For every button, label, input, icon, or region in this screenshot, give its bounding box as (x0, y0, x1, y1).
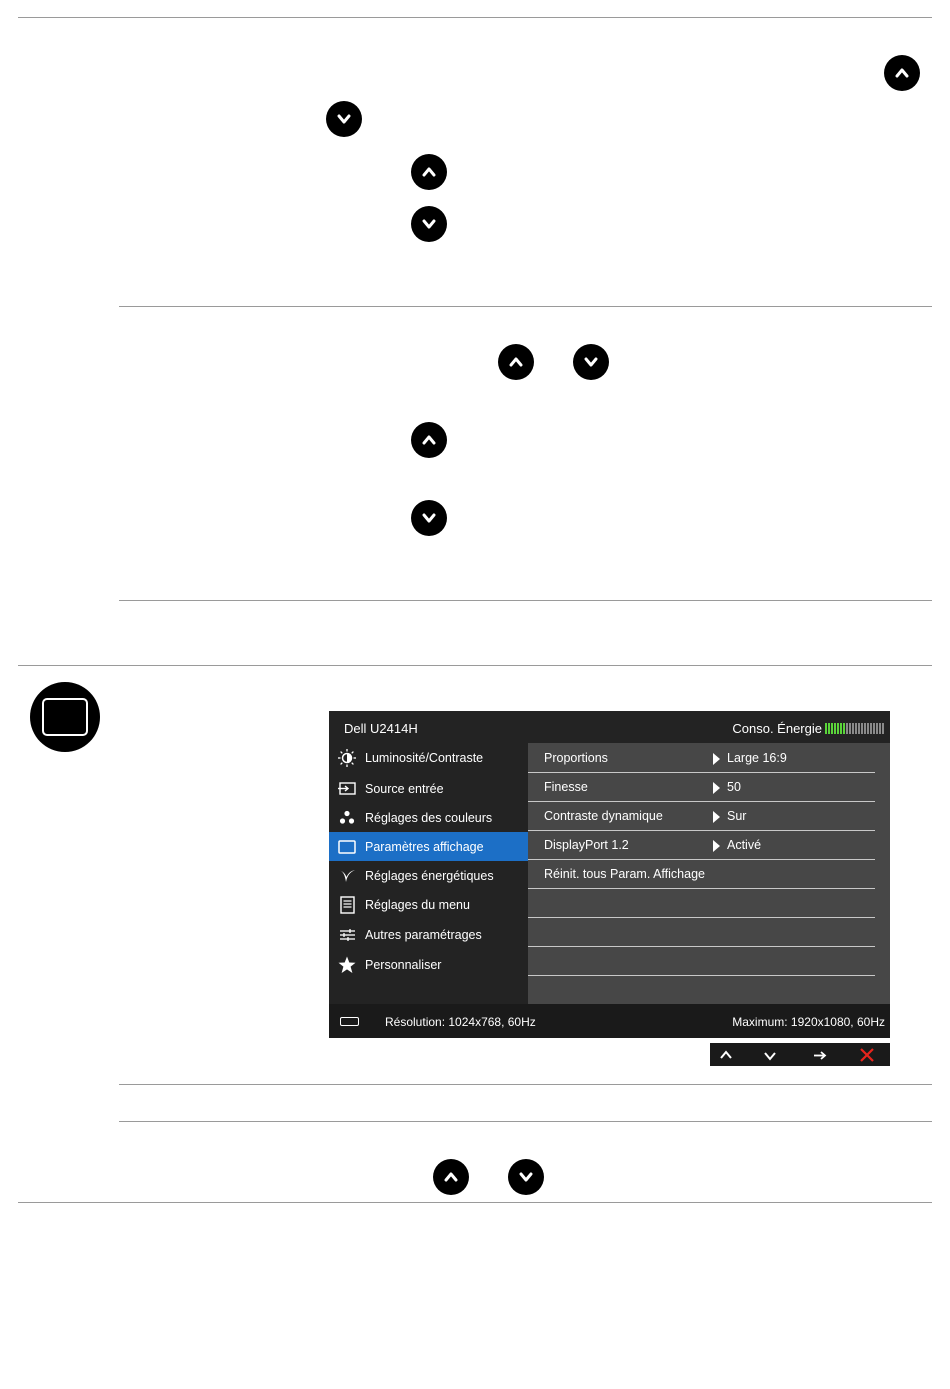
menu-item-menu-settings[interactable] (329, 890, 528, 919)
up-key-icon (411, 154, 447, 190)
power-label: Conso. Énergie (732, 721, 822, 736)
osd-menu (329, 711, 890, 1038)
setting-displayport[interactable] (528, 830, 875, 860)
menu-item-label: Personnaliser (365, 958, 442, 972)
up-key-icon (411, 422, 447, 458)
menu-item-label: Autres paramétrages (365, 928, 482, 942)
menu-item-color-settings[interactable] (329, 803, 528, 832)
power-meter-segment (828, 723, 830, 734)
power-consumption (732, 721, 884, 736)
setting-reset-display[interactable] (528, 859, 875, 889)
maximum-resolution: Maximum: 1920x1080, 60Hz (732, 1015, 885, 1029)
power-meter-segment (834, 723, 836, 734)
menu-item-label: Réglages du menu (365, 898, 470, 912)
current-resolution: Résolution: 1024x768, 60Hz (385, 1015, 536, 1029)
setting-label: Finesse (544, 780, 588, 794)
power-meter-segment (879, 723, 881, 734)
menu-item-personalize[interactable] (329, 950, 528, 979)
menu-item-label: Luminosité/Contraste (365, 751, 484, 765)
menu-item-energy-settings[interactable] (329, 861, 528, 890)
menu-item-input-source[interactable] (329, 774, 528, 803)
power-meter-segment (864, 723, 866, 734)
setting-value: Activé (727, 838, 762, 852)
empty-row (528, 946, 875, 976)
power-meter-segment (825, 723, 827, 734)
power-meter-segment (849, 723, 851, 734)
power-meter-segment (855, 723, 857, 734)
power-meter-segment (837, 723, 839, 734)
setting-dynamic-contrast[interactable] (528, 801, 875, 831)
down-key-icon (508, 1159, 544, 1195)
down-key-icon (573, 344, 609, 380)
setting-value: Large 16:9 (727, 751, 787, 765)
arrow-right-icon (713, 811, 720, 823)
power-meter-segment (831, 723, 833, 734)
setting-label: Proportions (544, 751, 608, 765)
divider (119, 1121, 932, 1122)
divider (18, 665, 932, 666)
arrow-right-icon (713, 782, 720, 794)
osd-header (329, 711, 890, 743)
setting-aspect-ratio[interactable] (528, 743, 875, 773)
power-meter-segment (876, 723, 878, 734)
power-meter-segment (852, 723, 854, 734)
menu-item-other-settings[interactable] (329, 920, 528, 949)
power-meter-segment (861, 723, 863, 734)
menu-item-label: Réglages des couleurs (365, 811, 493, 825)
power-meter-segment (858, 723, 860, 734)
setting-value: Sur (727, 809, 747, 823)
power-meter-segment (870, 723, 872, 734)
osd-title: Dell U2414H (344, 721, 418, 736)
menu-settings-icon (337, 895, 357, 915)
setting-label: DisplayPort 1.2 (544, 838, 629, 852)
arrow-right-icon (713, 753, 720, 765)
brightness-contrast-icon (337, 748, 357, 768)
input-source-icon (337, 779, 357, 799)
osd-footer (329, 1004, 890, 1038)
up-key-icon (884, 55, 920, 91)
setting-value: 50 (727, 780, 741, 794)
power-meter-segment (882, 723, 884, 734)
down-icon[interactable] (761, 1046, 779, 1064)
osd-main-menu (329, 743, 528, 1004)
menu-item-label: Paramètres affichage (365, 840, 484, 854)
energy-settings-icon (337, 866, 357, 886)
down-key-icon (411, 500, 447, 536)
divider (119, 600, 932, 601)
up-icon[interactable] (717, 1046, 735, 1064)
power-meter (825, 723, 884, 734)
display-settings-icon (337, 837, 357, 857)
right-arrow-icon[interactable] (811, 1046, 829, 1064)
empty-row (528, 917, 875, 947)
arrow-right-icon (713, 840, 720, 852)
menu-item-label: Réglages énergétiques (365, 869, 494, 883)
divider (18, 17, 932, 18)
display-settings-icon (30, 682, 100, 752)
empty-row (528, 888, 875, 918)
other-settings-icon (337, 925, 357, 945)
color-settings-icon (337, 808, 357, 828)
up-key-icon (433, 1159, 469, 1195)
menu-item-display-settings[interactable] (329, 832, 528, 861)
power-meter-segment (873, 723, 875, 734)
setting-label: Réinit. tous Param. Affichage (544, 867, 705, 881)
down-key-icon (411, 206, 447, 242)
up-key-icon (498, 344, 534, 380)
power-meter-segment (840, 723, 842, 734)
osd-nav-bar (710, 1043, 890, 1066)
setting-label: Contraste dynamique (544, 809, 663, 823)
power-meter-segment (846, 723, 848, 734)
power-meter-segment (867, 723, 869, 734)
menu-item-label: Source entrée (365, 782, 444, 796)
divider (119, 306, 932, 307)
osd-submenu (528, 743, 890, 1004)
setting-sharpness[interactable] (528, 772, 875, 802)
divider (119, 1084, 932, 1085)
close-icon[interactable] (858, 1046, 876, 1064)
menu-item-brightness-contrast[interactable] (329, 743, 528, 772)
power-meter-segment (843, 723, 845, 734)
connector-icon (340, 1017, 359, 1026)
star-icon (337, 955, 357, 975)
divider (18, 1202, 932, 1203)
down-key-icon (326, 101, 362, 137)
